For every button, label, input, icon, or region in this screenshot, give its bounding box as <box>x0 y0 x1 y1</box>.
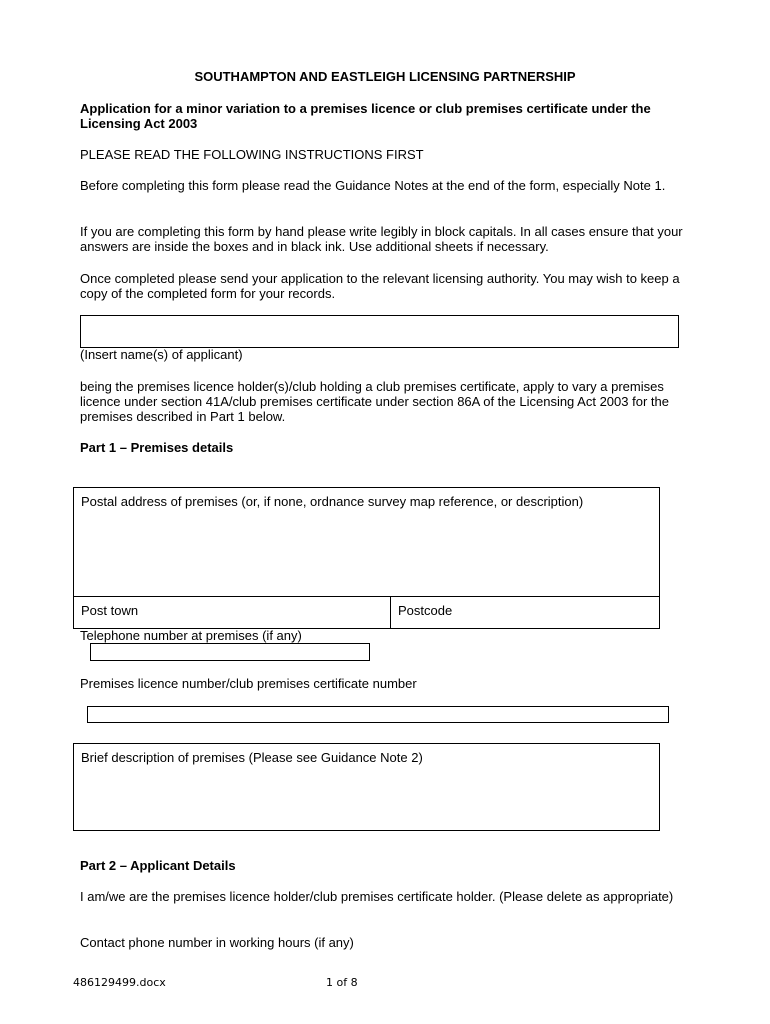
premises-description-cell[interactable] <box>73 743 660 831</box>
instructions-paragraph-1: Before completing this form please read the Guidance Notes at the end of the form, especially Note 1. <box>80 178 666 193</box>
premises-address-cell[interactable] <box>73 487 660 597</box>
premises-description-label: Brief description of premises (Please see Guidance Note 2) <box>81 750 423 765</box>
holder-statement: I am/we are the premises licence holder/club premises certificate holder. (Please delete as appropriate) <box>80 889 674 904</box>
post-town-label: Post town <box>81 603 139 618</box>
footer-page-number: 1 of 8 <box>326 976 358 989</box>
licence-number-field[interactable] <box>87 706 669 723</box>
footer-filename: 486129499.docx <box>73 976 166 989</box>
page-title: SOUTHAMPTON AND EASTLEIGH LICENSING PARTNERSHIP <box>194 69 576 84</box>
post-town-cell[interactable] <box>73 596 391 629</box>
instructions-paragraph-2: If you are completing this form by hand please write legibly in block capitals. In all cases ensure that your answers are inside the boxes and in black ink. Use additional sheets if necessary. <box>80 224 683 254</box>
telephone-label: Telephone number at premises (if any) <box>80 628 302 643</box>
telephone-field[interactable] <box>90 643 370 661</box>
premises-address-label: Postal address of premises (or, if none, ordnance survey map reference, or description) <box>81 494 584 509</box>
instructions-heading: PLEASE READ THE FOLLOWING INSTRUCTIONS FIRST <box>80 147 424 162</box>
postcode-cell[interactable] <box>390 596 660 629</box>
licence-number-label: Premises licence number/club premises certificate number <box>80 676 417 691</box>
applicant-statement: being the premises licence holder(s)/club holding a club premises certificate, apply to vary a premises licence under section 41A/club premises certificate under section 86A of the Licensing Act 2003 for the premises described in Part 1 below. <box>80 379 669 424</box>
applicant-name-field[interactable] <box>80 315 679 348</box>
form-subtitle: Application for a minor variation to a premises licence or club premises certificate under the Licensing Act 2003 <box>80 101 651 131</box>
applicant-name-caption: (Insert name(s) of applicant) <box>80 347 243 362</box>
contact-phone-label: Contact phone number in working hours (if any) <box>80 935 354 950</box>
instructions-paragraph-3: Once completed please send your application to the relevant licensing authority. You may wish to keep a copy of the completed form for your records. <box>80 271 680 301</box>
postcode-label: Postcode <box>398 603 453 618</box>
part2-heading: Part 2 – Applicant Details <box>80 858 236 873</box>
part1-heading: Part 1 – Premises details <box>80 440 234 455</box>
